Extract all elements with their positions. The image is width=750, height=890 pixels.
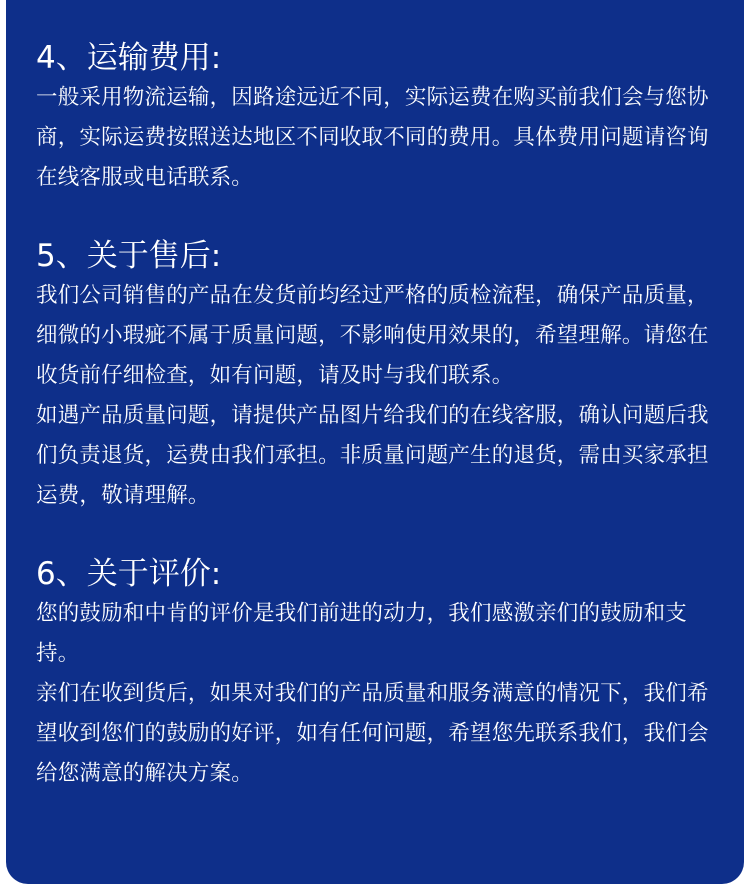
info-card [6, 0, 744, 884]
section-shipping-fees [36, 38, 714, 198]
section-heading: 6、关于评价: [36, 556, 222, 592]
section-reviews [36, 554, 714, 794]
section-after-sales [36, 236, 714, 516]
section-paragraph: 亲们在收到货后，如果对我们的产品质量和服务满意的情况下，我们希望收到您们的鼓励的好评，如有任何问题，希望您先联系我们，我们会给您满意的解决方案。 [36, 681, 709, 786]
section-heading: 4、运输费用: [36, 40, 222, 76]
section-paragraph: 我们公司销售的产品在发货前均经过严格的质检流程，确保产品质量，细微的小瑕疵不属于质量问题，不影响使用效果的，希望理解。请您在收货前仔细检查，如有问题，请及时与我们联系。 [36, 283, 709, 388]
section-paragraph: 如遇产品质量问题，请提供产品图片给我们的在线客服，确认问题后我们负责退货，运费由我们承担。非质量问题产生的退货，需由买家承担运费，敬请理解。 [36, 403, 709, 508]
section-heading: 5、关于售后: [36, 238, 222, 274]
section-paragraph: 一般采用物流运输，因路途远近不同，实际运费在购买前我们会与您协商，实际运费按照送达地区不同收取不同的费用。具体费用问题请咨询在线客服或电话联系。 [36, 85, 709, 190]
section-paragraph: 您的鼓励和中肯的评价是我们前进的动力，我们感激亲们的鼓励和支持。 [36, 601, 688, 666]
